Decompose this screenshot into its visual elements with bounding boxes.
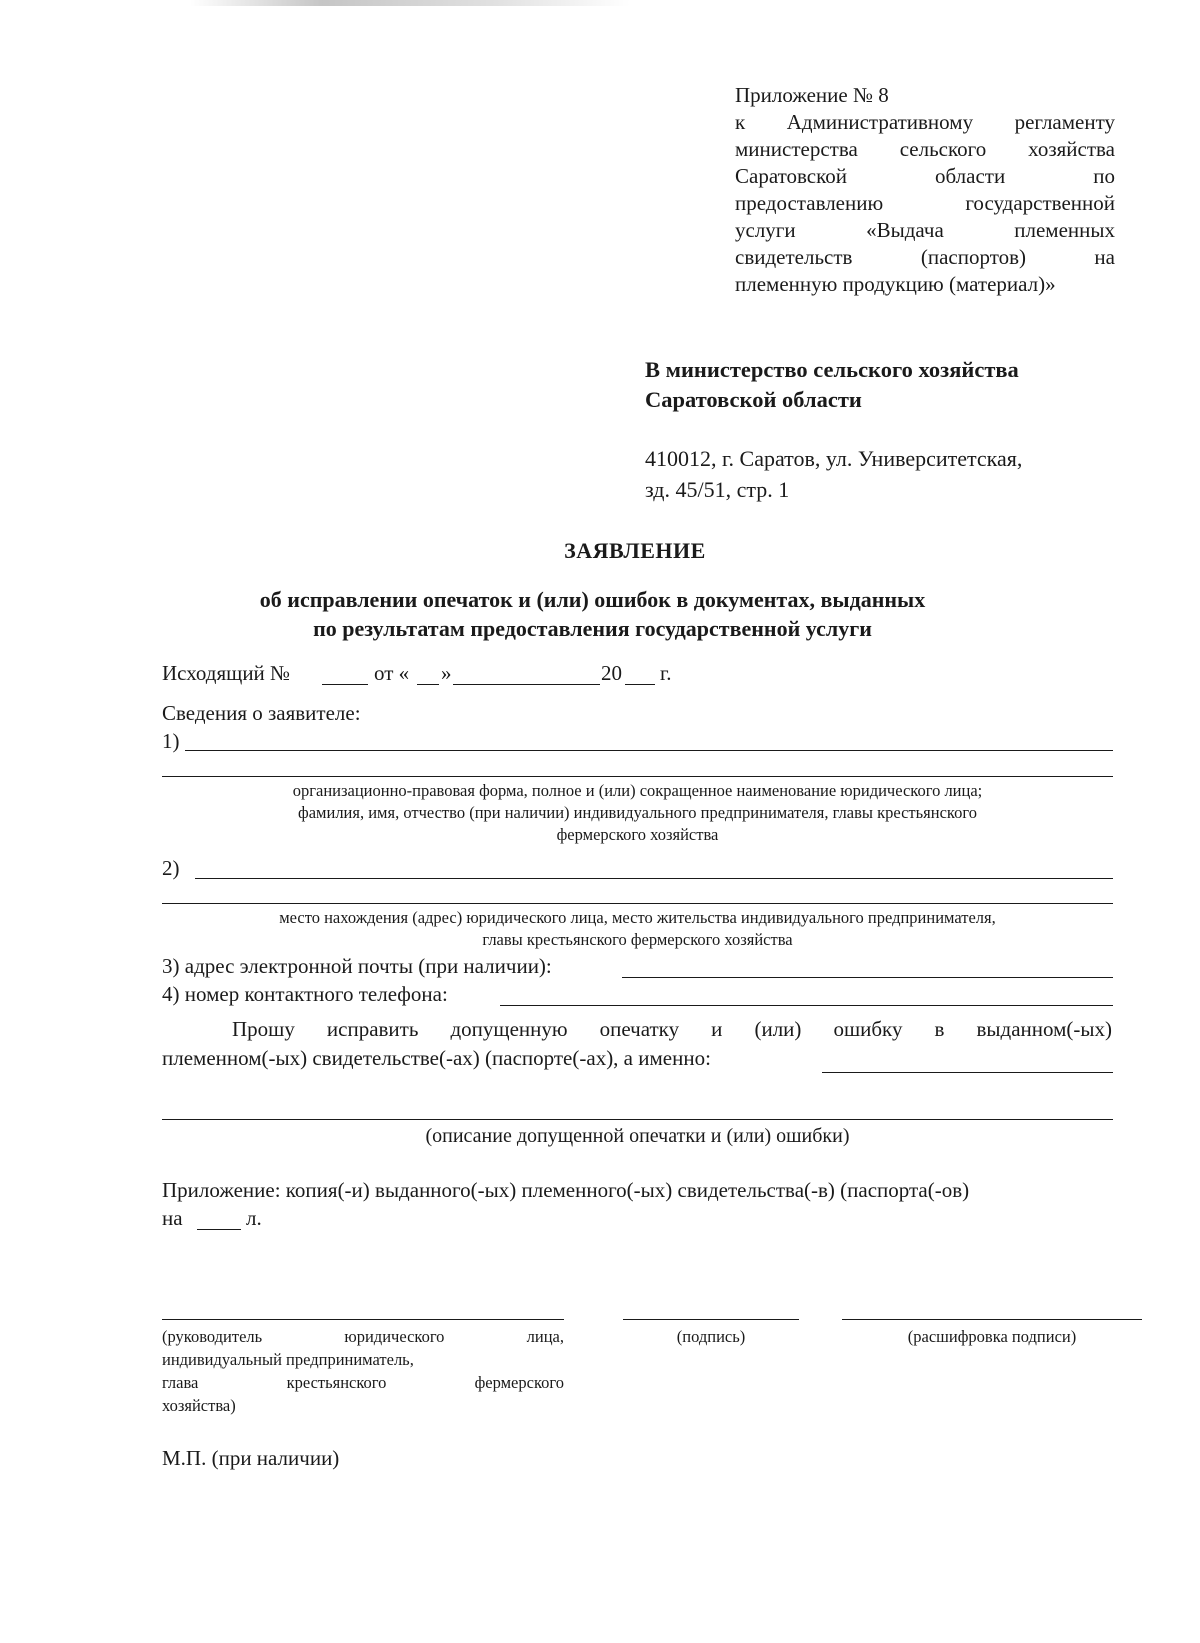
recipient-line: Саратовской области xyxy=(645,387,862,412)
outgoing-number-field[interactable] xyxy=(322,684,368,685)
outgoing-year-prefix: 20 xyxy=(601,661,622,685)
attachment-prefix: на xyxy=(162,1206,183,1230)
request-description-field[interactable] xyxy=(822,1072,1113,1073)
applicant-email-label: 3) адрес электронной почты (при наличии): xyxy=(162,954,552,978)
caption-line: место нахождения (адрес) юридического лица, место жительства индивидуального предпринимателя, xyxy=(279,908,996,927)
applicant-heading: Сведения о заявителе: xyxy=(162,701,361,725)
signatory-caption-line: (руководитель юридического лица, xyxy=(162,1327,564,1346)
applicant-name-caption xyxy=(162,780,1113,846)
caption-line: фамилия, имя, отчество (при наличии) индивидуального предпринимателя, главы крестьянского xyxy=(298,803,977,822)
recipient-line: В министерство сельского хозяйства xyxy=(645,357,1019,382)
applicant-name-field[interactable] xyxy=(185,750,1113,751)
outgoing-number-label: Исходящий № xyxy=(162,661,291,685)
applicant-phone-label: 4) номер контактного телефона: xyxy=(162,982,448,1006)
outgoing-month-field[interactable] xyxy=(453,684,600,685)
caption-line: организационно-правовая форма, полное и (или) сокращенное наименование юридического лица; xyxy=(292,781,983,800)
signatory-field[interactable] xyxy=(162,1319,564,1320)
request-description-caption: (описание допущенной опечатки и (или) ошибки) xyxy=(425,1125,850,1147)
applicant-email-field[interactable] xyxy=(622,977,1113,978)
attachment-line: Приложение: копия(-и) выданного(-ых) племенного(-ых) свидетельства(-в) (паспорта(-ов) xyxy=(162,1178,970,1202)
signature-field[interactable] xyxy=(623,1319,799,1320)
address-line: 410012, г. Саратов, ул. Университетская, xyxy=(645,446,1023,471)
appendix-line: свидетельств (паспортов) на xyxy=(735,245,1115,269)
signature-decode-caption: (расшифровка подписи) xyxy=(907,1327,1077,1346)
appendix-line: предоставлению государственной xyxy=(735,191,1115,215)
outgoing-date-from: от « xyxy=(374,661,410,685)
request-line: племенном(-ых) свидетельстве(-ах) (паспорте(-ах), а именно: xyxy=(162,1046,711,1070)
attachment-suffix: л. xyxy=(246,1206,262,1230)
outgoing-year-suffix: г. xyxy=(660,661,672,685)
subtitle-line: по результатам предоставления государственной услуги xyxy=(313,616,872,641)
recipient-address xyxy=(645,443,1115,505)
outgoing-year-field[interactable] xyxy=(625,684,655,685)
appendix-line: племенную продукцию (материал)» xyxy=(735,272,1056,296)
recipient-block xyxy=(645,355,1115,415)
appendix-note xyxy=(735,82,1115,298)
document-subtitle xyxy=(150,585,1035,643)
appendix-line: Саратовской области по xyxy=(735,164,1115,188)
signatory-caption-line: хозяйства) xyxy=(162,1396,236,1415)
applicant-address-caption xyxy=(162,907,1113,951)
applicant-address-field[interactable] xyxy=(195,878,1113,879)
request-description-field-2[interactable] xyxy=(162,1119,1113,1120)
appendix-line: к Административному регламенту xyxy=(735,110,1115,134)
signature-decode-field[interactable] xyxy=(842,1319,1142,1320)
document-title: ЗАЯВЛЕНИЕ xyxy=(564,538,706,563)
stamp-note: М.П. (при наличии) xyxy=(162,1446,340,1470)
appendix-line: Приложение № 8 xyxy=(735,83,889,107)
scan-artifact xyxy=(190,0,630,6)
caption-line: фермерского хозяйства xyxy=(556,825,719,844)
applicant-item1-number: 1) xyxy=(162,729,180,753)
address-line: зд. 45/51, стр. 1 xyxy=(645,477,790,502)
signature-caption: (подпись) xyxy=(676,1327,746,1346)
request-line: Прошу исправить допущенную опечатку и (или) ошибку в выданном(-ых) xyxy=(232,1017,1112,1041)
outgoing-date-close: » xyxy=(441,661,452,685)
applicant-phone-field[interactable] xyxy=(500,1005,1113,1006)
outgoing-day-field[interactable] xyxy=(417,684,439,685)
applicant-name-field-2[interactable] xyxy=(162,776,1113,777)
appendix-line: услуги «Выдача племенных xyxy=(735,218,1115,242)
request-paragraph xyxy=(162,1015,1112,1073)
signatory-caption-line: индивидуальный предприниматель, xyxy=(162,1350,414,1369)
appendix-line: министерства сельского хозяйства xyxy=(735,137,1115,161)
applicant-item2-number: 2) xyxy=(162,856,180,880)
caption-line: главы крестьянского фермерского хозяйства xyxy=(482,930,793,949)
attachment-pages-field[interactable] xyxy=(197,1229,241,1230)
subtitle-line: об исправлении опечаток и (или) ошибок в документах, выданных xyxy=(259,587,926,612)
signatory-caption-line: глава крестьянского фермерского xyxy=(162,1373,564,1392)
applicant-address-field-2[interactable] xyxy=(162,903,1113,904)
